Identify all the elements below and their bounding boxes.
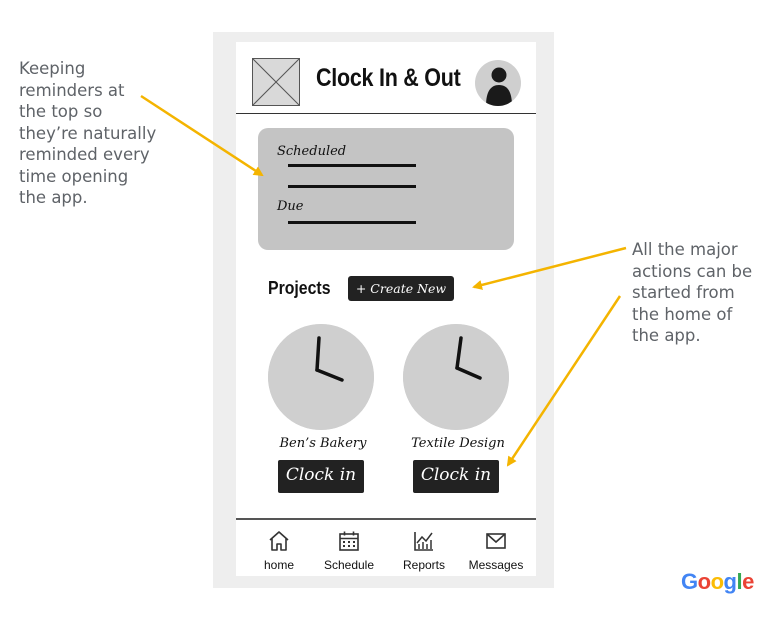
- google-logo: Google: [681, 569, 754, 594]
- nav-label-reports: Reports: [402, 558, 446, 572]
- scheduled-label: Scheduled: [277, 144, 347, 159]
- project-name: Ben’s Bakery: [279, 436, 367, 451]
- nav-label-schedule: Schedule: [323, 558, 375, 572]
- clock-in-button[interactable]: Clock in: [413, 460, 499, 493]
- app-title: Clock In & Out: [316, 64, 461, 92]
- clock-in-button[interactable]: Clock in: [278, 460, 364, 493]
- arrow-to-create-button: [474, 248, 626, 287]
- due-label: Due: [277, 199, 304, 214]
- create-new-button[interactable]: + Create New: [348, 276, 454, 301]
- projects-heading: Projects: [268, 278, 331, 298]
- nav-label-home: home: [263, 558, 295, 572]
- project-name: Textile Design: [411, 436, 505, 451]
- annotation-left: Keeping reminders at the top so they’re naturally reminded every time opening the app.: [19, 59, 157, 207]
- arrow-to-clock-in-button: [508, 296, 620, 465]
- arrow-to-reminders: [141, 96, 262, 175]
- annotation-right: All the major actions can be started from the home of the app.: [632, 240, 753, 345]
- nav-label-messages: Messages: [468, 558, 524, 572]
